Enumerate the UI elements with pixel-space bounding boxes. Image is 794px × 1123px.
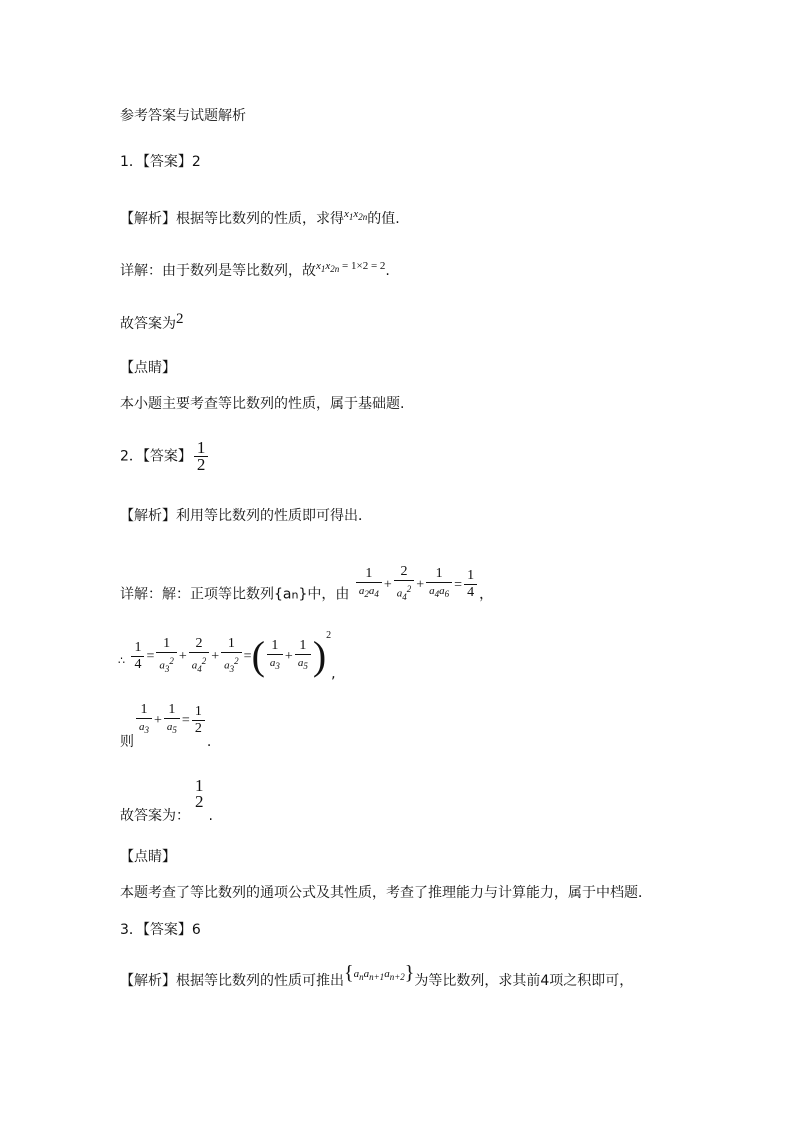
q2-analysis-line — [120, 506, 372, 526]
q3-answer-line — [120, 920, 201, 940]
q3-analysis-tag: 【解析】 — [120, 973, 176, 989]
q2-conclusion-text: 故答案为： — [120, 808, 190, 824]
q3-analysis-line — [120, 962, 634, 995]
q1-detail-line — [120, 256, 390, 281]
q2-detail-mid: }中，由 — [298, 586, 350, 603]
q2-derivation-line — [118, 630, 336, 684]
q2-detail-end: ， — [479, 586, 494, 603]
q2-conclusion-fraction: 1 2 — [195, 776, 204, 811]
page-title: 参考答案与试题解析 — [120, 108, 246, 124]
q2-then-formula: $\frac{1}{a_3}$ + $\frac{1}{a_5}$ = $\frac{1}{2}$ — [134, 702, 207, 738]
q1-conclusion-line — [120, 309, 184, 334]
q1-answer-tag: 【答案】 — [142, 154, 192, 170]
q2-number: 2． — [120, 448, 143, 465]
q2-then-line — [120, 702, 212, 752]
q1-number: 1． — [120, 154, 143, 170]
q1-detail-text: 详解：由于数列是等比数列，故 — [120, 263, 316, 279]
q1-comment-tag: 【点睛】 — [120, 360, 176, 376]
q1-detail-formula: x1x2n = 1×2 = 2 — [316, 260, 386, 275]
q2-therefore-symbol: ∴ — [118, 655, 125, 667]
q2-answer-fraction: $\frac{1}{2}$ — [194, 440, 209, 473]
q3-answer-tag: 【答案】 — [142, 922, 192, 938]
q1-comment: 本小题主要考查等比数列的性质，属于基础题. — [120, 396, 405, 412]
q1-analysis-text: 根据等比数列的性质，求得 — [176, 211, 344, 227]
q1-analysis-tag: 【解析】 — [120, 211, 176, 227]
q1-analysis-formula: x1x2n — [344, 208, 368, 223]
q2-seq-subscript: n — [291, 588, 299, 602]
q2-analysis-tag: 【解析】 — [120, 508, 176, 524]
q2-then-end: . — [206, 734, 212, 751]
q2-detail-text: 详解：解：正项等比数列{a — [120, 586, 292, 603]
q1-conclusion-text: 故答案为 — [120, 316, 176, 332]
q1-analysis-end: 的值. — [367, 211, 400, 227]
q2-derivation-end: , — [331, 666, 336, 682]
q3-analysis-end: 为等比数列，求其前4项之积即可， — [414, 973, 634, 989]
q1-conclusion-value: 2 — [176, 311, 184, 327]
q3-analysis-text: 根据等比数列的性质可推出 — [176, 973, 344, 989]
q2-comment-tag: 【点睛】 — [120, 849, 176, 865]
q2-conclusion-line — [120, 776, 213, 826]
q2-comment: 本题考查了等比数列的通项公式及其性质，考查了推理能力与计算能力，属于中档题． — [120, 885, 652, 901]
q1-answer-value: 2 — [191, 154, 201, 170]
q2-detail-formula: $\frac{1}{a_2a_4}$ + $\frac{2}{a_4^2}$ + $\frac{1}{a_4a_6}$ = $\frac{1}{4}$ — [354, 564, 479, 605]
q2-analysis-text: 利用等比数列的性质即可得出． — [176, 508, 372, 524]
q3-answer-value: 6 — [191, 922, 201, 938]
q3-analysis-formula: $\{a_na_{n+1}a_{n+2}\}$ — [344, 962, 415, 984]
q1-answer-line — [120, 152, 201, 172]
q2-conclusion-end: . — [208, 808, 213, 824]
q2-answer-line — [120, 440, 210, 473]
q1-analysis-line — [120, 204, 400, 229]
q2-derivation-formula: $\frac{1}{4}$ = $\frac{1}{a_3^2}$ + $\frac{2}{a_4^2}$ + $\frac{1}{a_3^2}$ =( $\frac{1}{a_3}$ + $\frac{1}{a_5}$ )$^2$ — [129, 626, 331, 676]
q1-detail-end: . — [385, 263, 390, 279]
q2-then-label: 则 — [120, 734, 134, 751]
q2-answer-tag: 【答案】 — [142, 448, 192, 465]
q3-number: 3． — [120, 922, 143, 938]
q2-detail-line — [120, 564, 494, 617]
